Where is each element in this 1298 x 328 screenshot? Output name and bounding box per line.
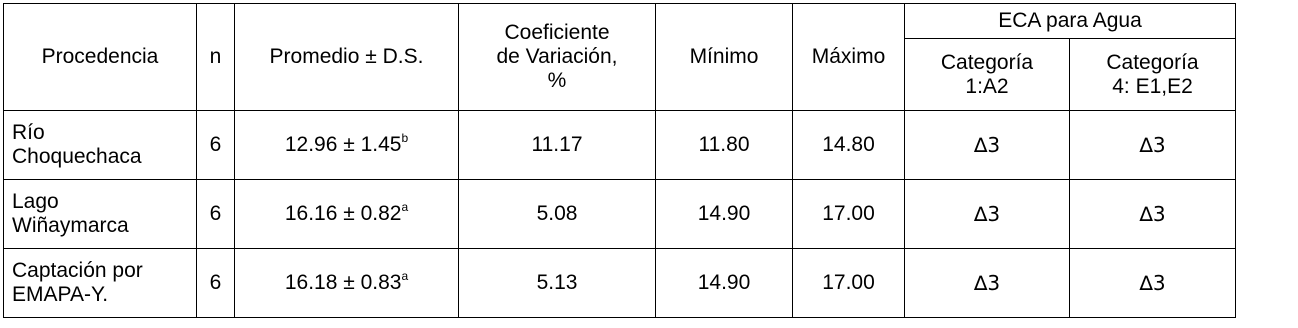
procedencia-line2: Wiñaymarca — [12, 214, 129, 237]
data-table — [3, 3, 1236, 318]
cell-categoria-1: ∆3 — [905, 249, 1070, 318]
table-row — [4, 111, 1236, 180]
promedio-value: 16.18 ± 0.83 — [284, 271, 402, 294]
header-eca: ECA para Agua — [905, 4, 1236, 39]
header-categoria-4-line2: 4: E1,E2 — [1112, 74, 1193, 98]
table-row — [4, 249, 1236, 318]
cell-categoria-1: ∆3 — [905, 180, 1070, 249]
cell-n: 6 — [197, 180, 235, 249]
cell-procedencia — [4, 180, 197, 249]
cell-procedencia — [4, 111, 197, 180]
header-categoria-4-line1: Categoría — [1106, 50, 1199, 74]
header-row-1 — [4, 4, 1236, 39]
cell-n: 6 — [197, 111, 235, 180]
cell-categoria-1: ∆3 — [905, 111, 1070, 180]
cell-minimo: 14.90 — [656, 180, 793, 249]
cell-coeficiente: 11.17 — [459, 111, 656, 180]
cell-minimo: 14.90 — [656, 249, 793, 318]
header-coeficiente-line2: de Variación, — [496, 45, 618, 68]
table-row — [4, 180, 1236, 249]
procedencia-line1: Río — [12, 121, 45, 144]
header-n: n — [197, 4, 235, 111]
cell-procedencia — [4, 249, 197, 318]
cell-maximo: 14.80 — [793, 111, 905, 180]
header-promedio: Promedio ± D.S. — [235, 4, 459, 111]
cell-promedio — [235, 180, 459, 249]
cell-n: 6 — [197, 249, 235, 318]
cell-promedio — [235, 249, 459, 318]
cell-coeficiente: 5.08 — [459, 180, 656, 249]
data-table-container — [3, 3, 1236, 318]
header-coeficiente-line3: % — [547, 69, 567, 92]
promedio-value: 16.16 ± 0.82 — [284, 202, 402, 225]
cell-categoria-4: ∆3 — [1070, 111, 1236, 180]
cell-categoria-4: ∆3 — [1070, 180, 1236, 249]
header-categoria-1-line1: Categoría — [940, 50, 1034, 74]
significance-superscript: a — [401, 269, 409, 283]
cell-maximo: 17.00 — [793, 249, 905, 318]
header-categoria-1 — [905, 39, 1070, 111]
promedio-value: 12.96 ± 1.45 — [284, 133, 402, 156]
significance-superscript: b — [401, 131, 409, 145]
header-categoria-4 — [1070, 39, 1236, 111]
procedencia-line1: Captación por — [12, 259, 143, 282]
procedencia-line2: EMAPA-Y. — [12, 283, 109, 306]
header-categoria-1-line2: 1:A2 — [965, 74, 1009, 98]
header-procedencia: Procedencia — [4, 4, 197, 111]
header-coeficiente — [459, 4, 656, 111]
significance-superscript: a — [401, 200, 409, 214]
cell-categoria-4: ∆3 — [1070, 249, 1236, 318]
cell-maximo: 17.00 — [793, 180, 905, 249]
header-coeficiente-line1: Coeficiente — [504, 21, 610, 44]
cell-promedio — [235, 111, 459, 180]
header-maximo: Máximo — [793, 4, 905, 111]
procedencia-line2: Choquechaca — [12, 145, 142, 168]
header-minimo: Mínimo — [656, 4, 793, 111]
procedencia-line1: Lago — [12, 190, 59, 213]
cell-minimo: 11.80 — [656, 111, 793, 180]
cell-coeficiente: 5.13 — [459, 249, 656, 318]
